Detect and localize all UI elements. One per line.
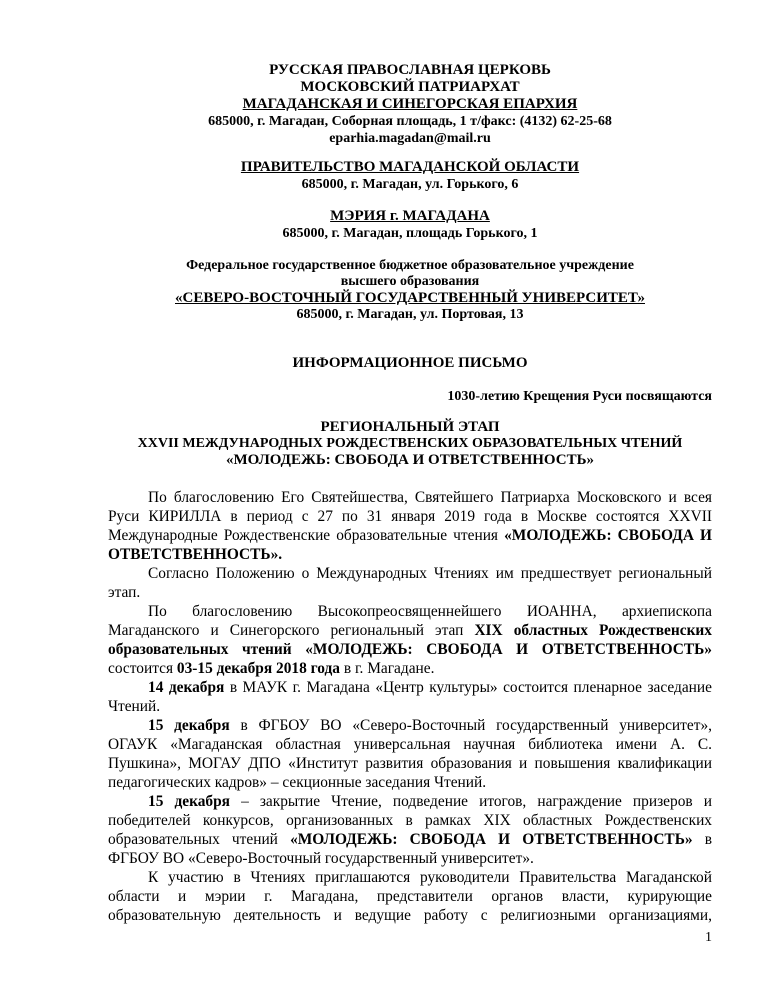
letter-title: ИНФОРМАЦИОННОЕ ПИСЬМО (292, 355, 528, 371)
body-line: К участию в Чтениях приглашаются руководители Правительства Магаданской (148, 869, 712, 886)
government-address: 685000, г. Магадан, ул. Горького, 6 (301, 177, 519, 192)
university-line-2: высшего образования (340, 274, 480, 289)
eparchy-name: МАГАДАНСКАЯ И СИНЕГОРСКАЯ ЕПАРХИЯ (242, 96, 578, 112)
body-line: педагогических кадров» – секционные заседания Чтений. (108, 774, 487, 791)
body-line: 14 декабря в МАУК г. Магадана «Центр культуры» состоится пленарное заседание (148, 679, 712, 696)
body-line: этап. (108, 584, 141, 601)
mayor-name: МЭРИЯ г. МАГАДАНА (330, 208, 490, 224)
church-name: РУССКАЯ ПРАВОСЛАВНАЯ ЦЕРКОВЬ (269, 62, 551, 78)
university-name: «СЕВЕРО-ВОСТОЧНЫЙ ГОСУДАРСТВЕННЫЙ УНИВЕРСИТЕТ» (175, 290, 645, 306)
body-line: ОТВЕТСТВЕННОСТЬ». (108, 546, 283, 563)
eparchy-address: 685000, г. Магадан, Соборная площадь, 1 т/факс: (4132) 62-25-68 (208, 114, 612, 129)
body-line: ФГБОУ ВО «Северо-Восточный государственный университет». (108, 850, 534, 867)
body-line: состоится 03-15 декабря 2018 года в г. Магадане. (108, 660, 435, 677)
stage-line-1: РЕГИОНАЛЬНЫЙ ЭТАП (320, 419, 500, 435)
body-line: победителей конкурсов, организованных в рамках XIX областных Рождественских (108, 812, 712, 829)
page-number: 1 (705, 930, 712, 945)
stage-line-2: XXVII МЕЖДУНАРОДНЫХ РОЖДЕСТВЕНСКИХ ОБРАЗОВАТЕЛЬНЫХ ЧТЕНИЙ (137, 436, 683, 451)
body-line: Пушкина», МОГАУ ДПО «Институт развития образования и повышения квалификации (108, 755, 712, 772)
body-line: По благословению Его Святейшества, Святейшего Патриарха Московского и всея (148, 489, 712, 506)
letter-body (108, 488, 712, 925)
mayor-address: 685000, г. Магадан, площадь Горького, 1 (282, 226, 538, 241)
body-line: По благословению Высокопреосвященнейшего ИОАННА, архиепископа (148, 603, 712, 620)
body-line: 15 декабря – закрытие Чтение, подведение итогов, награждение призеров и (148, 793, 712, 810)
body-line: Согласно Положению о Международных Чтениях им предшествует региональный (148, 565, 712, 582)
body-line: Чтений. (108, 698, 161, 715)
body-line: образовательных чтений «МОЛОДЕЖЬ: СВОБОДА И ОТВЕТСТВЕННОСТЬ» (108, 641, 712, 658)
body-line: области и мэрии г. Магадана, представители органов власти, курирующие (108, 888, 712, 905)
body-line: образовательных чтений «МОЛОДЕЖЬ: СВОБОДА И ОТВЕТСТВЕННОСТЬ» в (108, 831, 712, 848)
university-line-1: Федеральное государственное бюджетное образовательное учреждение (186, 258, 634, 273)
body-line: Магаданского и Синегорского региональный этап XIX областных Рождественских (108, 622, 712, 639)
body-line: ОГАУК «Магаданская областная универсальная научная библиотека имени А. С. (108, 736, 712, 753)
body-line: Руси КИРИЛЛА в период с 27 по 31 января 2019 года в Москве состоятся XXVII (108, 508, 712, 525)
patriarchate-name: МОСКОВСКИЙ ПАТРИАРХАТ (300, 79, 520, 95)
body-line: Международные Рождественские образовательные чтения «МОЛОДЕЖЬ: СВОБОДА И (108, 527, 712, 544)
eparchy-email: eparhia.magadan@mail.ru (329, 131, 491, 146)
body-line: 15 декабря в ФГБОУ ВО «Северо-Восточный государственный университет», (148, 717, 712, 734)
body-line: образовательную деятельность и ведущие работу с религиозными организациями, (108, 907, 712, 924)
stage-line-3: «МОЛОДЕЖЬ: СВОБОДА И ОТВЕТСТВЕННОСТЬ» (225, 452, 595, 468)
university-address: 685000, г. Магадан, ул. Портовая, 13 (296, 307, 524, 322)
government-name: ПРАВИТЕЛЬСТВО МАГАДАНСКОЙ ОБЛАСТИ (240, 159, 580, 175)
dedication: 1030-летию Крещения Руси посвящаются (447, 389, 712, 404)
